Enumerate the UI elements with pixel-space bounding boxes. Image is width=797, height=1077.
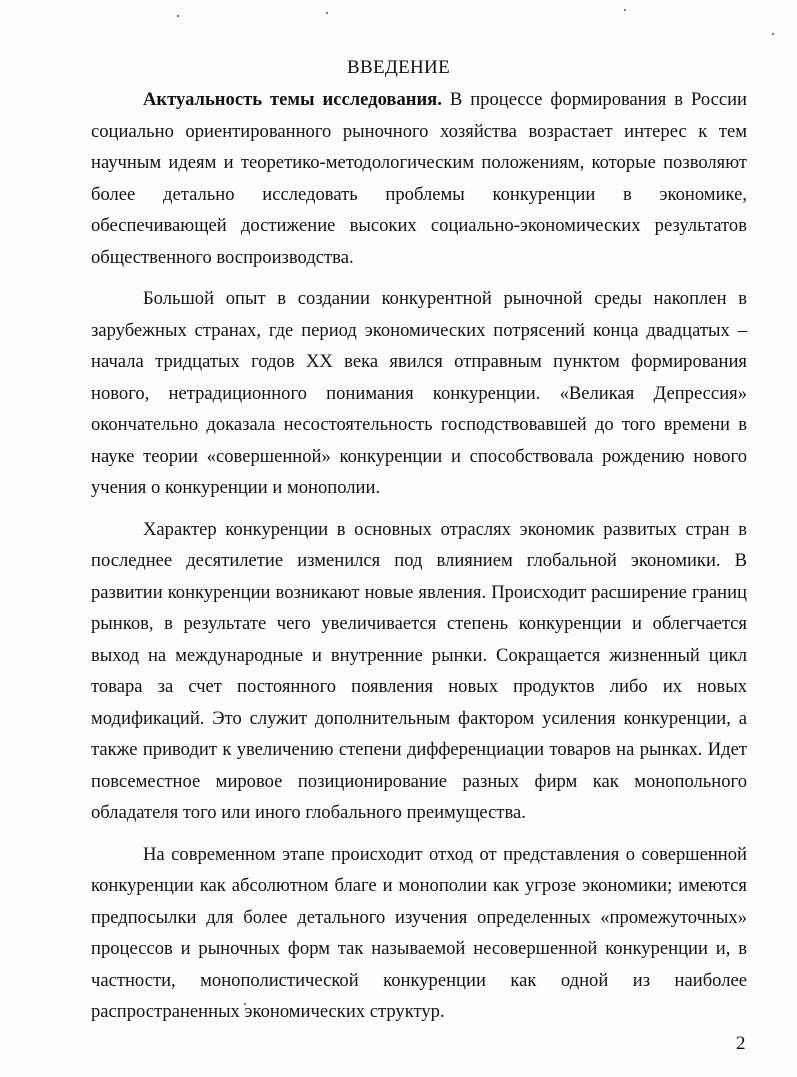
scan-speck [177, 15, 179, 17]
paragraph-text: Большой опыт в создании конкурентной рыночной среды накоплен в зарубежных странах, где период экономических потрясений конца двадцатых – начала тридцатых годов XX века явился отправным пунктом формирования нового, нетрадиционного понимания конкуренции. «Великая Депрессия» окончательно доказала несостоятельность господствовавшей до того времени в науке теории «совершенной» конкуренции и способствовала рождению нового учения о конкуренции и монополии. [91, 288, 747, 498]
paragraph-text: На современном этапе происходит отход от представления о совершенной конкуренции как абсолютном благе и монополии как угрозе экономики; имеются предпосылки для более детального изучения определенных «промежуточных» процессов и рыночных форм так называемой несовершенной конкуренции и, в частности, монополистической конкуренции как одной из наиболее распространенных экономических структур. [91, 843, 747, 1022]
paragraph-text: В процессе формирования в России социально ориентированного рыночного хозяйства возрастает интерес к тем научным идеям и теоретико-методологическим положениям, которые позволяют более детально исследовать проблемы конкуренции в экономике, обеспечивающей достижение высоких социально-экономических результатов общественного воспроизводства. [91, 89, 747, 268]
paragraph-experience [91, 283, 747, 504]
scan-speck [772, 33, 774, 35]
paragraph-competition-character [91, 514, 747, 829]
paragraph-text: Характер конкуренции в основных отраслях экономик развитых стран в последнее десятилетие изменился под влиянием глобальной экономики. В развитии конкуренции возникают новые явления. Происходит расширение границ рынков, в результате чего увеличивается степень конкуренции и облегчается выход на международные и внутренние рынки. Сокращается жизненный цикл товара за счет постоянного появления новых продуктов либо их новых модификаций. Это служит дополнительным фактором усиления конкуренции, а также приводит к увеличению степени дифференциации товаров на рынках. Идет повсеместное мировое позиционирование разных фирм как монопольного обладателя того или иного глобального преимущества. [91, 518, 747, 823]
paragraph-relevance [91, 84, 747, 273]
paragraph-lead: Актуальность темы исследования. [143, 89, 442, 110]
page-number: 2 [736, 1033, 746, 1054]
scan-speck [326, 12, 328, 14]
paragraph-current-stage [91, 839, 747, 1028]
body-text [91, 84, 747, 1038]
section-heading: ВВЕДЕНИЕ [347, 57, 450, 78]
scan-speck [624, 9, 626, 11]
